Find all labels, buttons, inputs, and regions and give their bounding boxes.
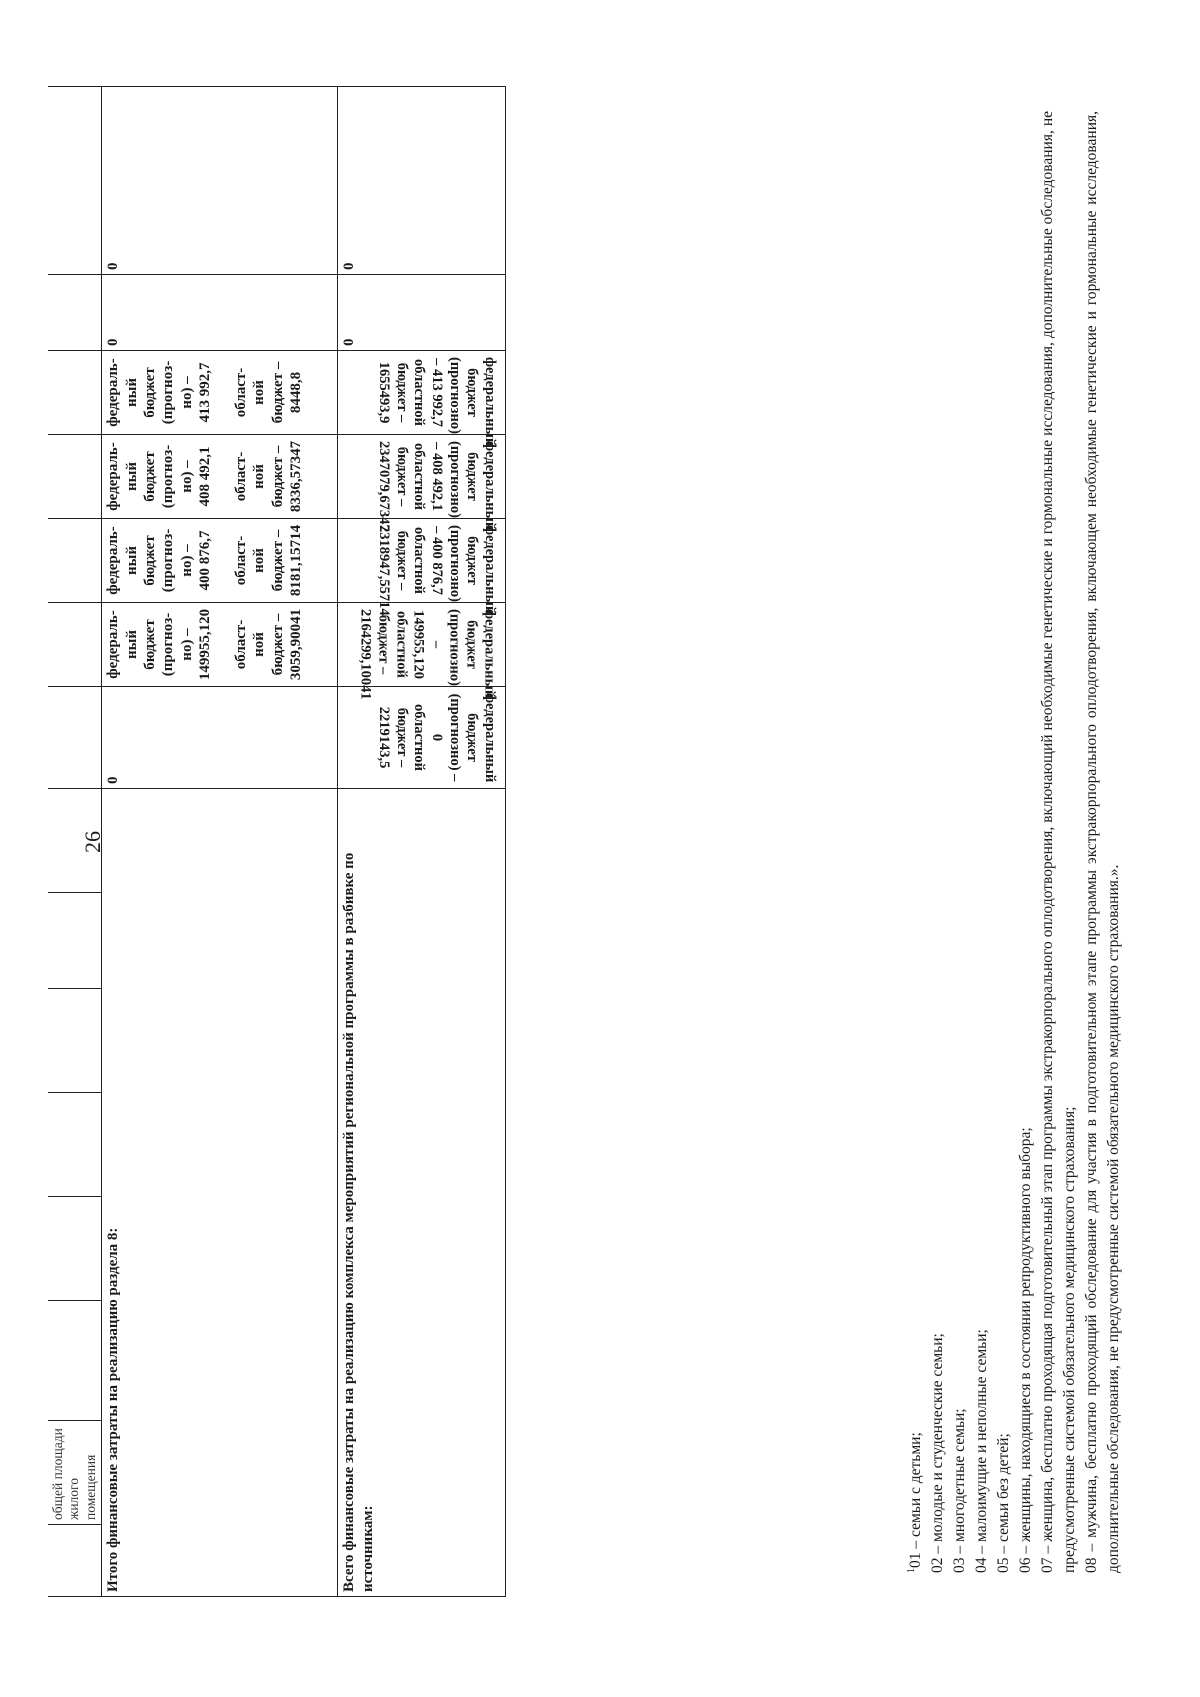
grand-total-year-3: федеральный бюджет (прогнозно) – 408 492,1 областной бюджет – 2347079,67347 (338, 435, 506, 519)
footnotes (905, 111, 1125, 1601)
grand-total-year-1: федеральный бюджет (прогнозно) – 149955,120 областной бюджет – 2164299,10041 (338, 603, 506, 687)
footnote-05: 05 – семьи без детей; (995, 1433, 1013, 1573)
footnote-02: 02 – молодые и студенческие семьи; (929, 1333, 947, 1573)
grand-total-row (338, 87, 506, 1597)
grand-total-zero: федеральный бюджет (прогнозно) – 0 областной бюджет – 2219143,5 (338, 687, 506, 789)
section-total-zero: 0 (102, 687, 338, 789)
section-total-year-2: федераль- ный бюджет (прогноз- но) – 400 876,7 област- ной бюджет – 8181,15714 (102, 519, 338, 603)
section-total-trailing-2: 0 (102, 87, 338, 275)
section-total-year-3: федераль- ный бюджет (прогноз- но) – 408 492,1 област- ной бюджет – 8336,57347 (102, 435, 338, 519)
section-total-year-1: федераль- ный бюджет (прогноз- но) – 149955,120 област- ной бюджет – 3059,90041 (102, 603, 338, 687)
grand-total-label: Всего финансовые затраты на реализацию комплекса мероприятий региональной программы в разбивке по источникам: (338, 789, 506, 1597)
header-fragment-row (48, 87, 102, 1597)
grand-total-trailing-2: 0 (338, 87, 506, 275)
grand-total-year-4: федеральный бюджет (прогнозно) – 413 992,7 областной бюджет – 1655493,9 (338, 351, 506, 435)
financing-table (48, 86, 506, 1597)
footnote-08: 08 – мужчина, бесплатно проходящий обследование для участия в подготовительном этапе программы экстракорпорального оплодотворения, включающем необходимые генетические и гормональные исследования, дополнительные обследования, не предусмотренные системой обязательного медицинского страхования.». (1083, 111, 1123, 1573)
section-total-label: Итого финансовые затраты на реализацию раздела 8: (102, 789, 338, 1597)
footnote-03: 03 – многодетные семьи; (951, 1408, 969, 1573)
footnote-01: $^1$01 – семьи с детьми; (906, 1432, 925, 1573)
footnote-04: 04 – малоимущие и неполные семьи; (973, 1329, 991, 1573)
section-total-year-4: федераль- ный бюджет (прогноз- но) – 413 992,7 област- ной бюджет – 8448,8 (102, 351, 338, 435)
footnote-06: 06 – женщины, находящиеся в состоянии репродуктивного выбора; (1017, 1127, 1035, 1573)
section-total-row (102, 87, 338, 1597)
page-number: 26 (80, 831, 105, 853)
header-fragment-cell: общей площади жилого помещения (48, 1421, 102, 1525)
footnote-07: 07 – женщина, бесплатно проходящая подготовительный этап программы экстракорпорального оплодотворения, включающий необходимые генетические и гормональные исследования, дополнительные обследования, не предусмотренные системой обязательного медицинского страхования; (1039, 111, 1079, 1573)
grand-total-year-2: федеральный бюджет (прогнозно) – 400 876,7 областной бюджет – 2318947,55714 (338, 519, 506, 603)
section-total-trailing-1: 0 (102, 275, 338, 351)
grand-total-trailing-1: 0 (338, 275, 506, 351)
